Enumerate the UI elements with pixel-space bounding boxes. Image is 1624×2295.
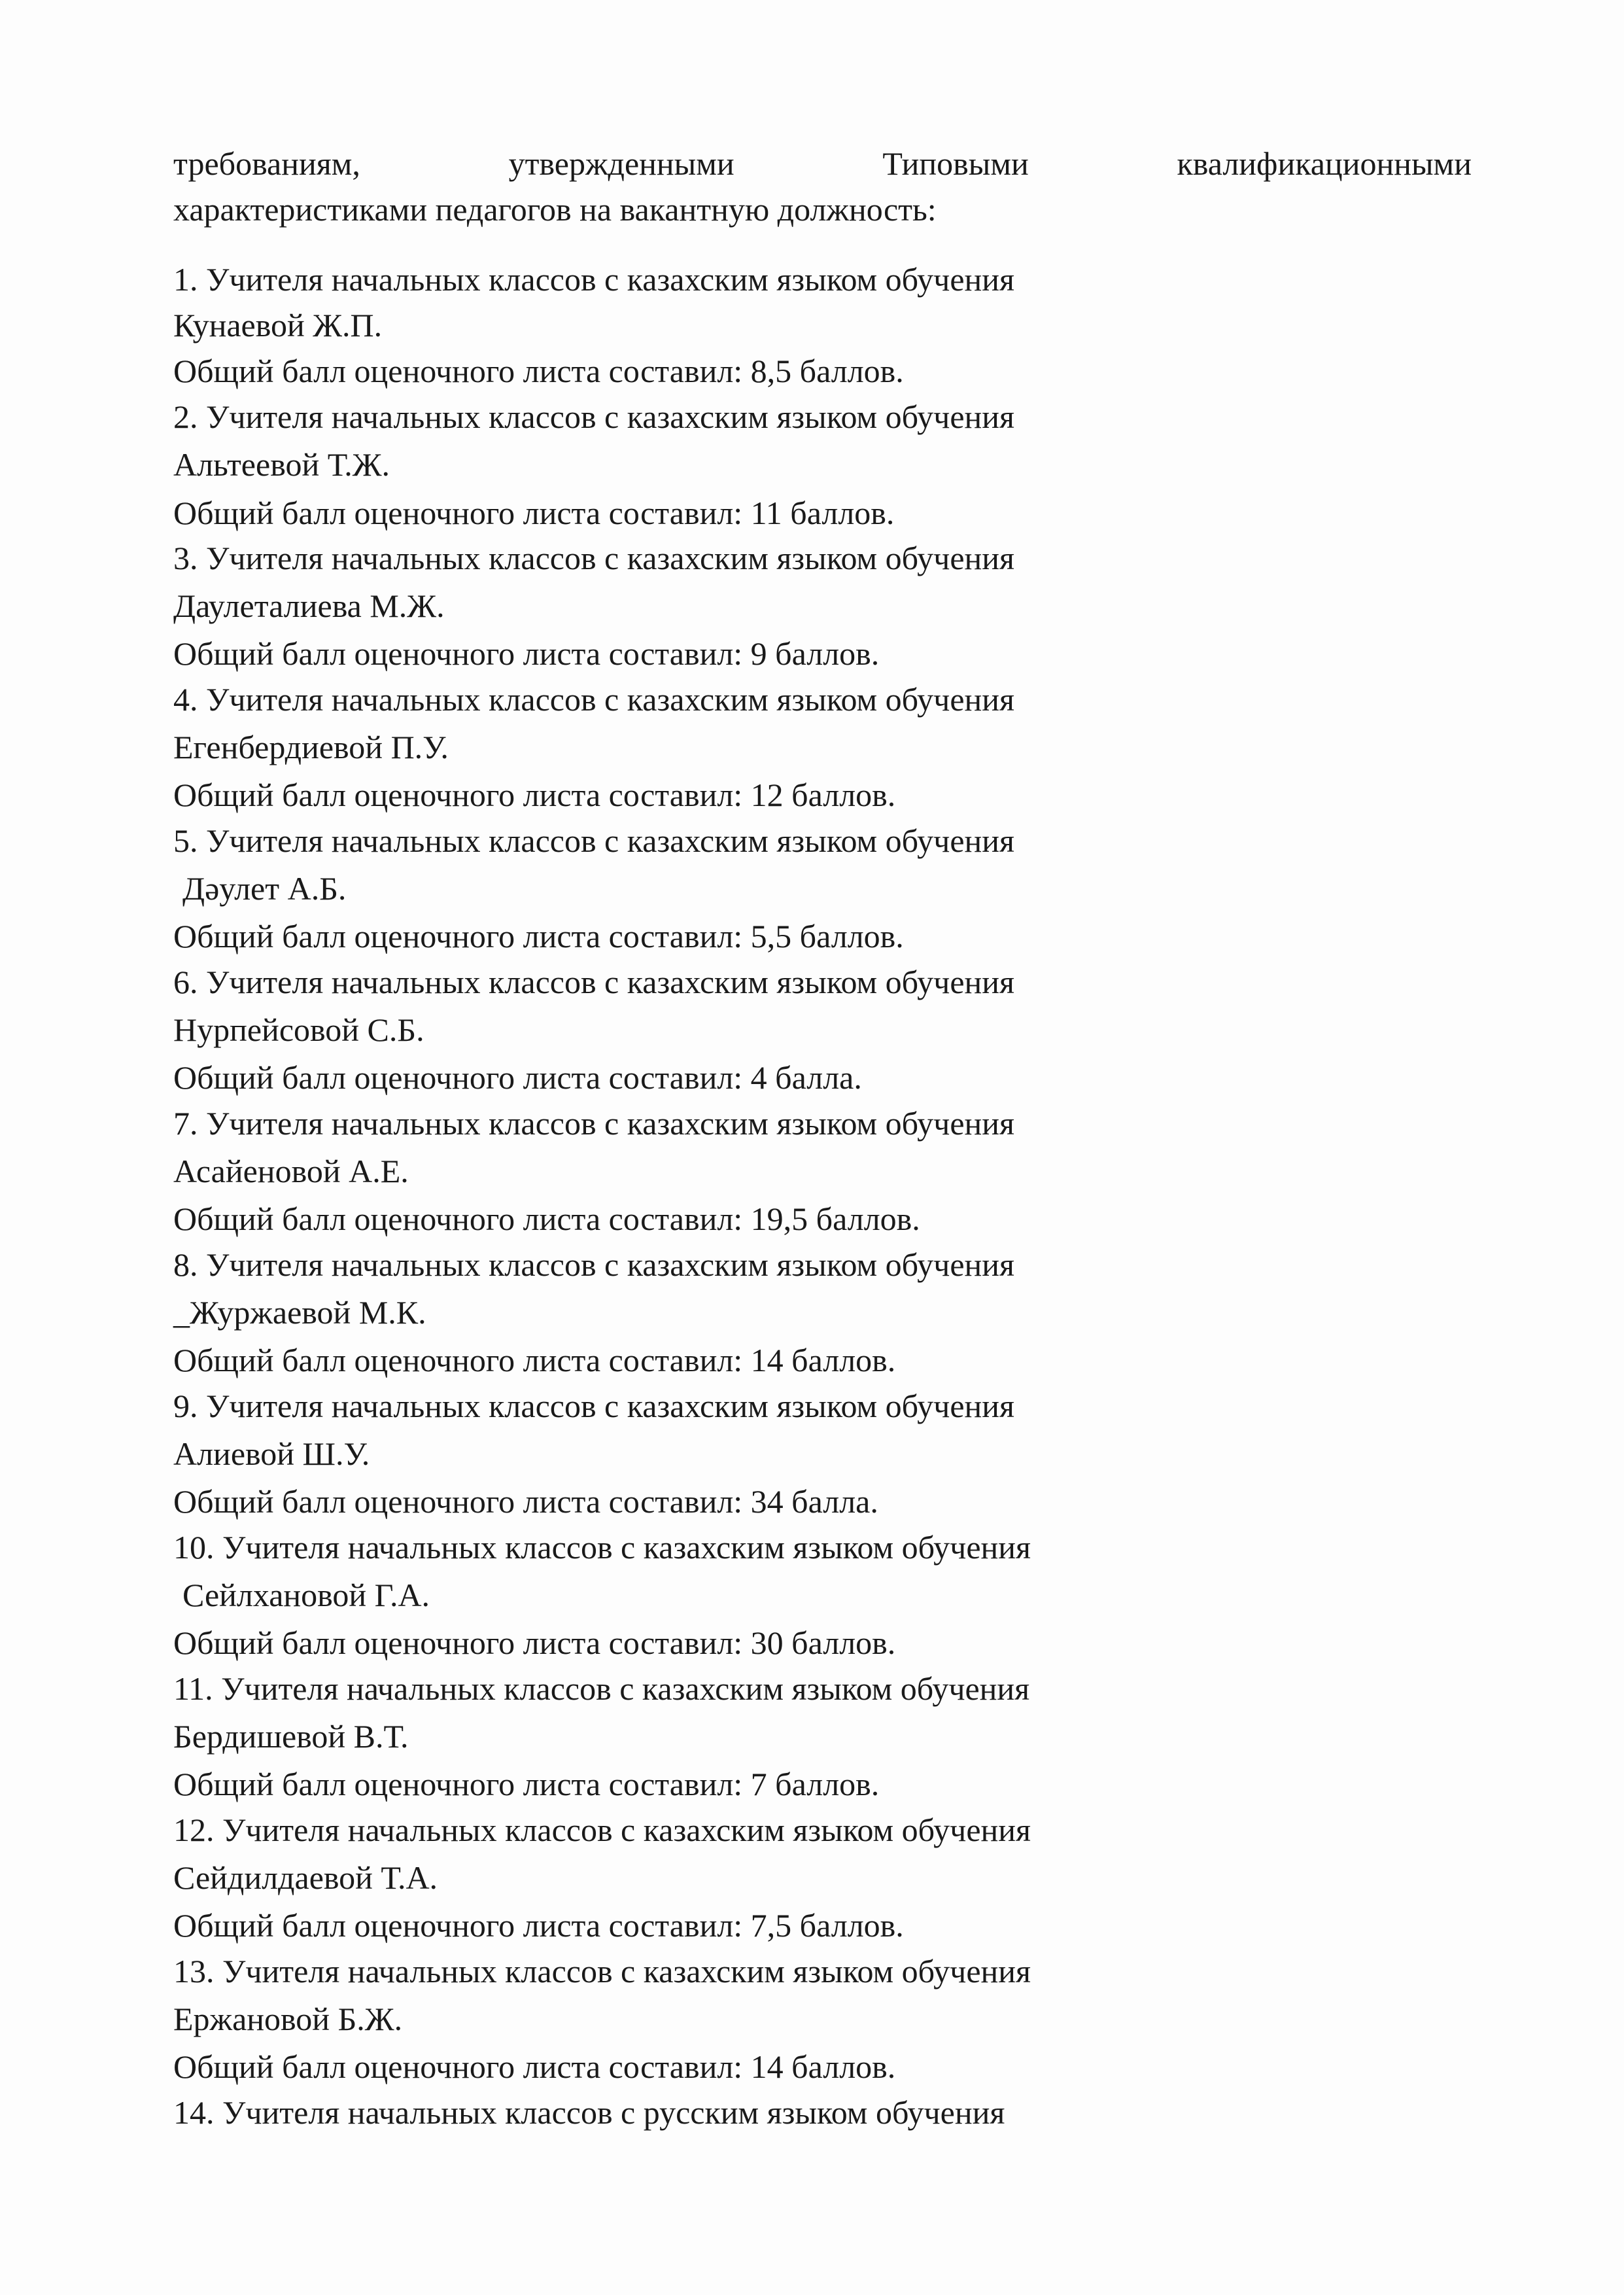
- intro-word: утвержденными: [508, 145, 734, 182]
- entry-position: 5. Учителя начальных классов с казахским языком обучения: [173, 822, 1015, 859]
- entry-position: 2. Учителя начальных классов с казахским языком обучения: [173, 398, 1015, 435]
- entry-score: Общий балл оценочного листа составил: 7,5 баллов.: [173, 1907, 904, 1944]
- entry-position: 1. Учителя начальных классов с казахским языком обучения: [173, 261, 1015, 298]
- entry-name: _Журжаевой М.К.: [173, 1294, 426, 1331]
- entry-score: Общий балл оценочного листа составил: 12 баллов.: [173, 777, 896, 813]
- entry-score: Общий балл оценочного листа составил: 5,5 баллов.: [173, 918, 904, 955]
- entry-position: 7. Учителя начальных классов с казахским языком обучения: [173, 1105, 1015, 1142]
- entry-position-last: 14. Учителя начальных классов с русским языком обучения: [173, 2094, 1005, 2131]
- intro-word: квалификационными: [1177, 145, 1472, 182]
- intro-first-line: [173, 144, 1472, 183]
- entry-position: 9. Учителя начальных классов с казахским языком обучения: [173, 1388, 1015, 1424]
- entry-name: Альтеевой Т.Ж.: [173, 446, 390, 483]
- entry-score: Общий балл оценочного листа составил: 19,5 баллов.: [173, 1200, 920, 1237]
- entry-score: Общий балл оценочного листа составил: 14 баллов.: [173, 2048, 896, 2085]
- entry-position: 10. Учителя начальных классов с казахским языком обучения: [173, 1529, 1031, 1566]
- entry-score: Общий балл оценочного листа составил: 30 баллов.: [173, 1624, 896, 1661]
- entry-name: Ержановой Б.Ж.: [173, 2001, 403, 2037]
- entry-position: 3. Учителя начальных классов с казахским языком обучения: [173, 540, 1015, 576]
- entry-position: 13. Учителя начальных классов с казахским языком обучения: [173, 1953, 1031, 1989]
- entry-name: Кунаевой Ж.П.: [173, 307, 383, 343]
- entry-name: Алиевой Ш.У.: [173, 1435, 370, 1472]
- entry-score: Общий балл оценочного листа составил: 7 баллов.: [173, 1766, 880, 1802]
- entry-score: Общий балл оценочного листа составил: 34 балла.: [173, 1483, 878, 1520]
- entry-position: 8. Учителя начальных классов с казахским языком обучения: [173, 1246, 1015, 1283]
- entry-name: Дәулет А.Б.: [182, 870, 347, 907]
- entry-name: Нурпейсовой С.Б.: [173, 1011, 424, 1048]
- entry-score: Общий балл оценочного листа составил: 4 балла.: [173, 1059, 862, 1096]
- intro-word: Типовыми: [882, 145, 1029, 182]
- entry-score: Общий балл оценочного листа составил: 8,5 баллов.: [173, 353, 904, 389]
- entry-score: Общий балл оценочного листа составил: 14 баллов.: [173, 1342, 896, 1378]
- entry-position: 11. Учителя начальных классов с казахским языком обучения: [173, 1670, 1030, 1707]
- entry-score: Общий балл оценочного листа составил: 11 баллов.: [173, 495, 895, 531]
- intro-word: требованиям,: [173, 145, 360, 182]
- entry-name: Асайеновой А.Е.: [173, 1153, 409, 1189]
- entry-name: Даулеталиева М.Ж.: [173, 587, 445, 624]
- intro-second-line: характеристиками педагогов на вакантную должность:: [173, 191, 937, 228]
- entry-position: 6. Учителя начальных классов с казахским языком обучения: [173, 964, 1015, 1000]
- entry-name: Сейдилдаевой Т.А.: [173, 1859, 438, 1896]
- entry-position: 4. Учителя начальных классов с казахским языком обучения: [173, 681, 1015, 718]
- entry-position: 12. Учителя начальных классов с казахским языком обучения: [173, 1812, 1031, 1848]
- entry-name: Бердишевой В.Т.: [173, 1718, 409, 1755]
- entry-name: Егенбердиевой П.У.: [173, 729, 449, 765]
- entry-score: Общий балл оценочного листа составил: 9 баллов.: [173, 635, 880, 672]
- entry-name: Сейлхановой Г.А.: [182, 1577, 430, 1613]
